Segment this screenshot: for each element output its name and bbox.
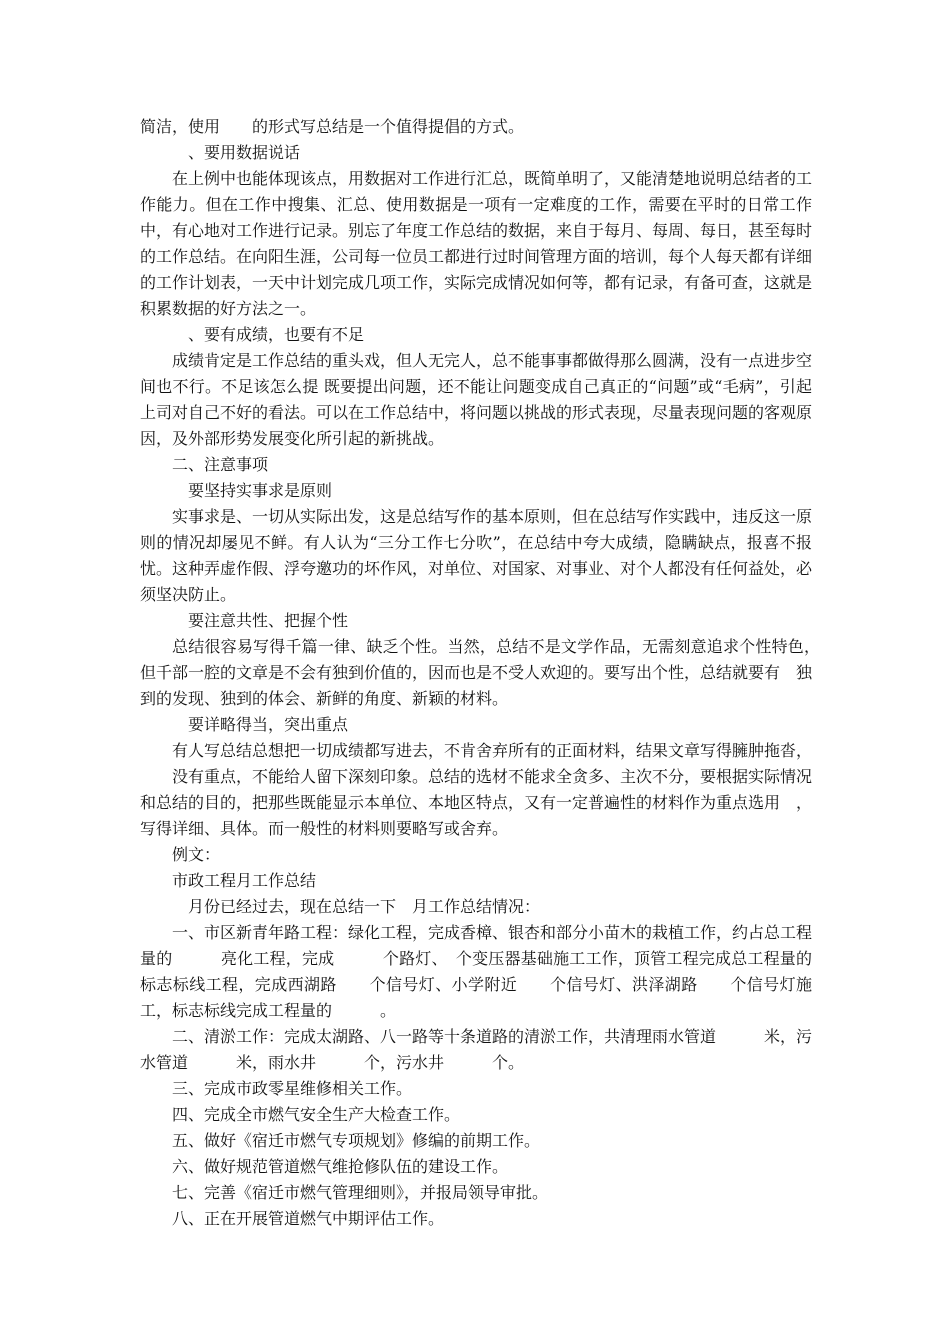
example-intro: 月份已经过去，现在总结一下 月工作总结情况： [188,897,541,916]
heading-individuality: 要注意共性、把握个性 [188,611,349,630]
heading-use-data: 、要用数据说话 [188,143,301,162]
example-item-5: 五、做好《宿迁市燃气专项规划》修编的前期工作。 [172,1131,541,1150]
example-title: 市政工程月工作总结 [172,871,317,890]
paragraph-focus-2: 没有重点，不能给人留下深刻印象。总结的选材不能求全贪多、主次不分，要根据实际情况和总结的目的，把那些既能显示本单位、本地区特点，又有一定普遍性的材料作为重点选用 ，写得详细、具体。而一般性的材料则要略写或舍弃。 [140,767,813,838]
example-item-4: 四、完成全市燃气安全生产大检查工作。 [172,1105,461,1124]
paragraph-fact-principle: 实事求是、一切从实际出发，这是总结写作的基本原则，但在总结写作实践中，违反这一原则的情况却屡见不鲜。有人认为“三分工作七分吹”，在总结中夸大成绩，隐瞒缺点，报喜不报忧。这种弄虚作假、浮夸邀功的坏作风，对单位、对国家、对事业、对个人都没有任何益处，必须坚决防止。 [140,507,813,604]
paragraph-achievements: 成绩肯定是工作总结的重头戏，但人无完人，总不能事事都做得那么圆满，没有一点进步空间也不行。不足该怎么提 既要提出问题，还不能让问题变成自己真正的“问题”或“毛病”，引起上司对自己不好的看法。可以在工作总结中，将问题以挑战的形式表现，尽量表现问题的客观原因，及外部形势发展变化所引起的新挑战。 [140,351,813,448]
example-item-2: 二、清淤工作：完成太湖路、八一路等十条道路的清淤工作，共清理雨水管道 米，污水管道 米，雨水井 个，污水井 个。 [140,1027,813,1072]
example-item-6: 六、做好规范管道燃气维抢修队伍的建设工作。 [172,1157,509,1176]
example-item-3: 三、完成市政零星维修相关工作。 [172,1079,413,1098]
heading-achievements: 、要有成绩，也要有不足 [188,325,365,344]
example-item-7: 七、完善《宿迁市燃气管理细则》，并报局领导审批。 [172,1183,549,1202]
paragraph-individuality: 总结很容易写得千篇一律、缺乏个性。当然，总结不是文学作品，无需刻意追求个性特色， 但千部一腔的文章是不会有独到价值的，因而也是不受人欢迎的。要写出个性，总结就要有 独到的发现、独到的体会、新鲜的角度、新颖的材料。 [140,637,829,708]
paragraph-1: 简洁，使用 的形式写总结是一个值得提倡的方式。 [140,117,525,136]
heading-focus: 要详略得当，突出重点 [188,715,349,734]
heading-notes: 二、注意事项 [172,455,269,474]
paragraph-focus-1: 有人写总结总想把一切成绩都写进去，不肯舍弃所有的正面材料，结果文章写得臃肿拖沓， [172,741,813,760]
example-item-1: 一、市区新青年路工程：绿化工程，完成香樟、银杏和部分小苗木的栽植工作，约占总工程量的 亮化工程，完成 个路灯、 个变压器基础施工工作，顶管工程完成总工程量的 标志标线工程，完成西湖路 个信号灯、小学附近 个信号灯、洪泽湖路 个信号灯施工，标志标线完成工程量的 。 [140,923,861,1020]
example-item-8: 八、正在开展管道燃气中期评估工作。 [172,1209,445,1228]
heading-fact-principle: 要坚持实事求是原则 [188,481,333,500]
document-body [140,114,861,1232]
paragraph-use-data: 在上例中也能体现该点，用数据对工作进行汇总，既简单明了，又能清楚地说明总结者的工作能力。但在工作中搜集、汇总、使用数据是一项有一定难度的工作，需要在平时的日常工作中，有心地对工作进行记录。别忘了年度工作总结的数据，来自于每月、每周、每日，甚至每时的工作总结。在向阳生涯，公司每一位员工都进行过时间管理方面的培训，每个人每天都有详细的工作计划表，一天中计划完成几项工作，实际完成情况如何等，都有记录，有备可查，这就是积累数据的好方法之一。 [140,169,813,318]
example-label: 例文： [172,845,221,864]
